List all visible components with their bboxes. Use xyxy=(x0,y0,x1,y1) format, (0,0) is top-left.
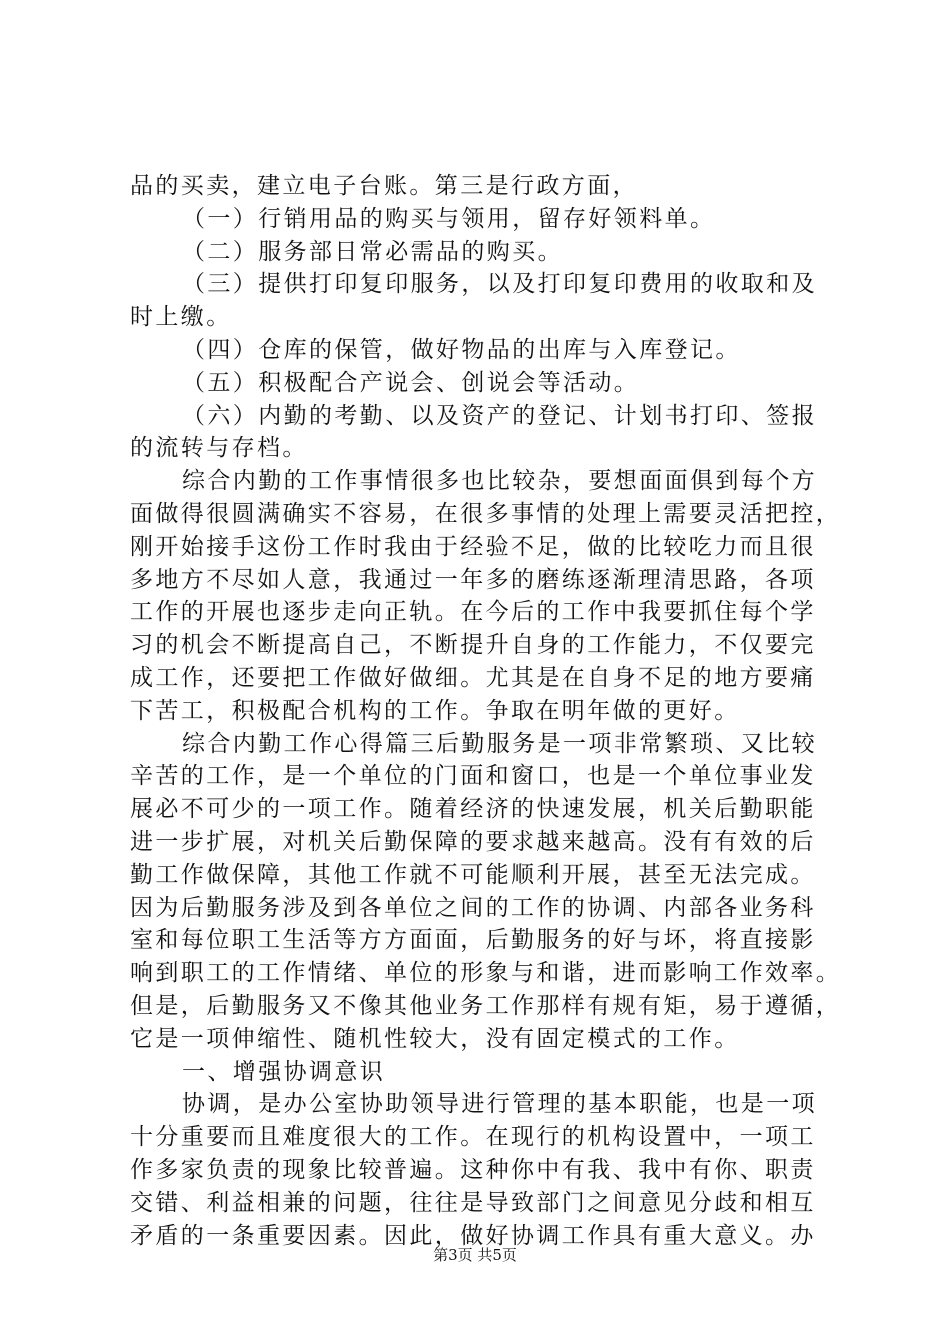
text-line: 一、增强协调意识 xyxy=(182,1058,386,1085)
text-line: 综合内勤工作心得篇三后勤服务是一项非常繁琐、又比较 xyxy=(182,730,817,757)
text-line: 的流转与存档。 xyxy=(130,435,308,462)
text-line: 但是，后勤服务又不像其他业务工作那样有规有矩，易于遵循， xyxy=(130,992,842,1019)
text-line: 时上缴。 xyxy=(130,304,232,331)
text-line: 十分重要而且难度很大的工作。在现行的机构设置中，一项工 xyxy=(130,1124,816,1151)
text-line: 工作的开展也逐步走向正轨。在今后的工作中我要抓住每个学 xyxy=(130,599,816,626)
text-line: 多地方不尽如人意，我通过一年多的磨练逐渐理清思路，各项 xyxy=(130,566,816,593)
text-line: （三）提供打印复印服务，以及打印复印费用的收取和及 xyxy=(182,271,817,298)
text-line: 进一步扩展，对机关后勤保障的要求越来越高。没有有效的后 xyxy=(130,828,816,855)
text-line: 协调，是办公室协助领导进行管理的基本职能，也是一项 xyxy=(182,1091,817,1118)
text-line: （五）积极配合产说会、创说会等活动。 xyxy=(182,369,640,396)
text-line: 作多家负责的现象比较普遍。这种你中有我、我中有你、职责 xyxy=(130,1156,816,1183)
text-line: 室和每位职工生活等方方面面，后勤服务的好与坏，将直接影 xyxy=(130,927,816,954)
text-line: 展必不可少的一项工作。随着经济的快速发展，机关后勤职能 xyxy=(130,796,816,823)
text-line: 成工作，还要把工作做好做细。尤其是在自身不足的地方要痛 xyxy=(130,664,816,691)
text-line: 面做得很圆满确实不容易，在很多事情的处理上需要灵活把控， xyxy=(130,500,842,527)
text-line: 品的买卖，建立电子台账。第三是行政方面， xyxy=(130,173,638,199)
document-body xyxy=(130,170,842,1252)
text-line: 下苦工，积极配合机构的工作。争取在明年做的更好。 xyxy=(130,697,740,724)
text-line: 综合内勤的工作事情很多也比较杂，要想面面俱到每个方 xyxy=(182,468,817,495)
text-line: 辛苦的工作，是一个单位的门面和窗口，也是一个单位事业发 xyxy=(130,763,816,790)
text-line: 勤工作做保障，其他工作就不可能顺利开展，甚至无法完成。 xyxy=(130,861,816,888)
text-line: （六）内勤的考勤、以及资产的登记、计划书打印、签报 xyxy=(182,402,817,429)
text-line: （四）仓库的保管，做好物品的出库与入库登记。 xyxy=(182,336,741,363)
text-line: 因为后勤服务涉及到各单位之间的工作的协调、内部各业务科 xyxy=(130,894,816,921)
text-line: 交错、利益相兼的问题，往往是导致部门之间意见分歧和相互 xyxy=(130,1189,816,1216)
text-line: 它是一项伸缩性、随机性较大，没有固定模式的工作。 xyxy=(130,1025,740,1052)
text-line: （二）服务部日常必需品的购买。 xyxy=(182,238,563,265)
text-line: 响到职工的工作情绪、单位的形象与和谐，进而影响工作效率。 xyxy=(130,960,842,987)
text-line: 习的机会不断提高自己，不断提升自身的工作能力，不仅要完 xyxy=(130,632,816,659)
text-line: 刚开始接手这份工作时我由于经验不足，做的比较吃力而且很 xyxy=(130,533,816,560)
text-line: （一）行销用品的购买与领用，留存好领料单。 xyxy=(182,205,716,232)
page-footer: 第3页 共5页 xyxy=(433,1246,517,1264)
text-line: 矛盾的一条重要因素。因此，做好协调工作具有重大意义。办 xyxy=(130,1222,816,1249)
